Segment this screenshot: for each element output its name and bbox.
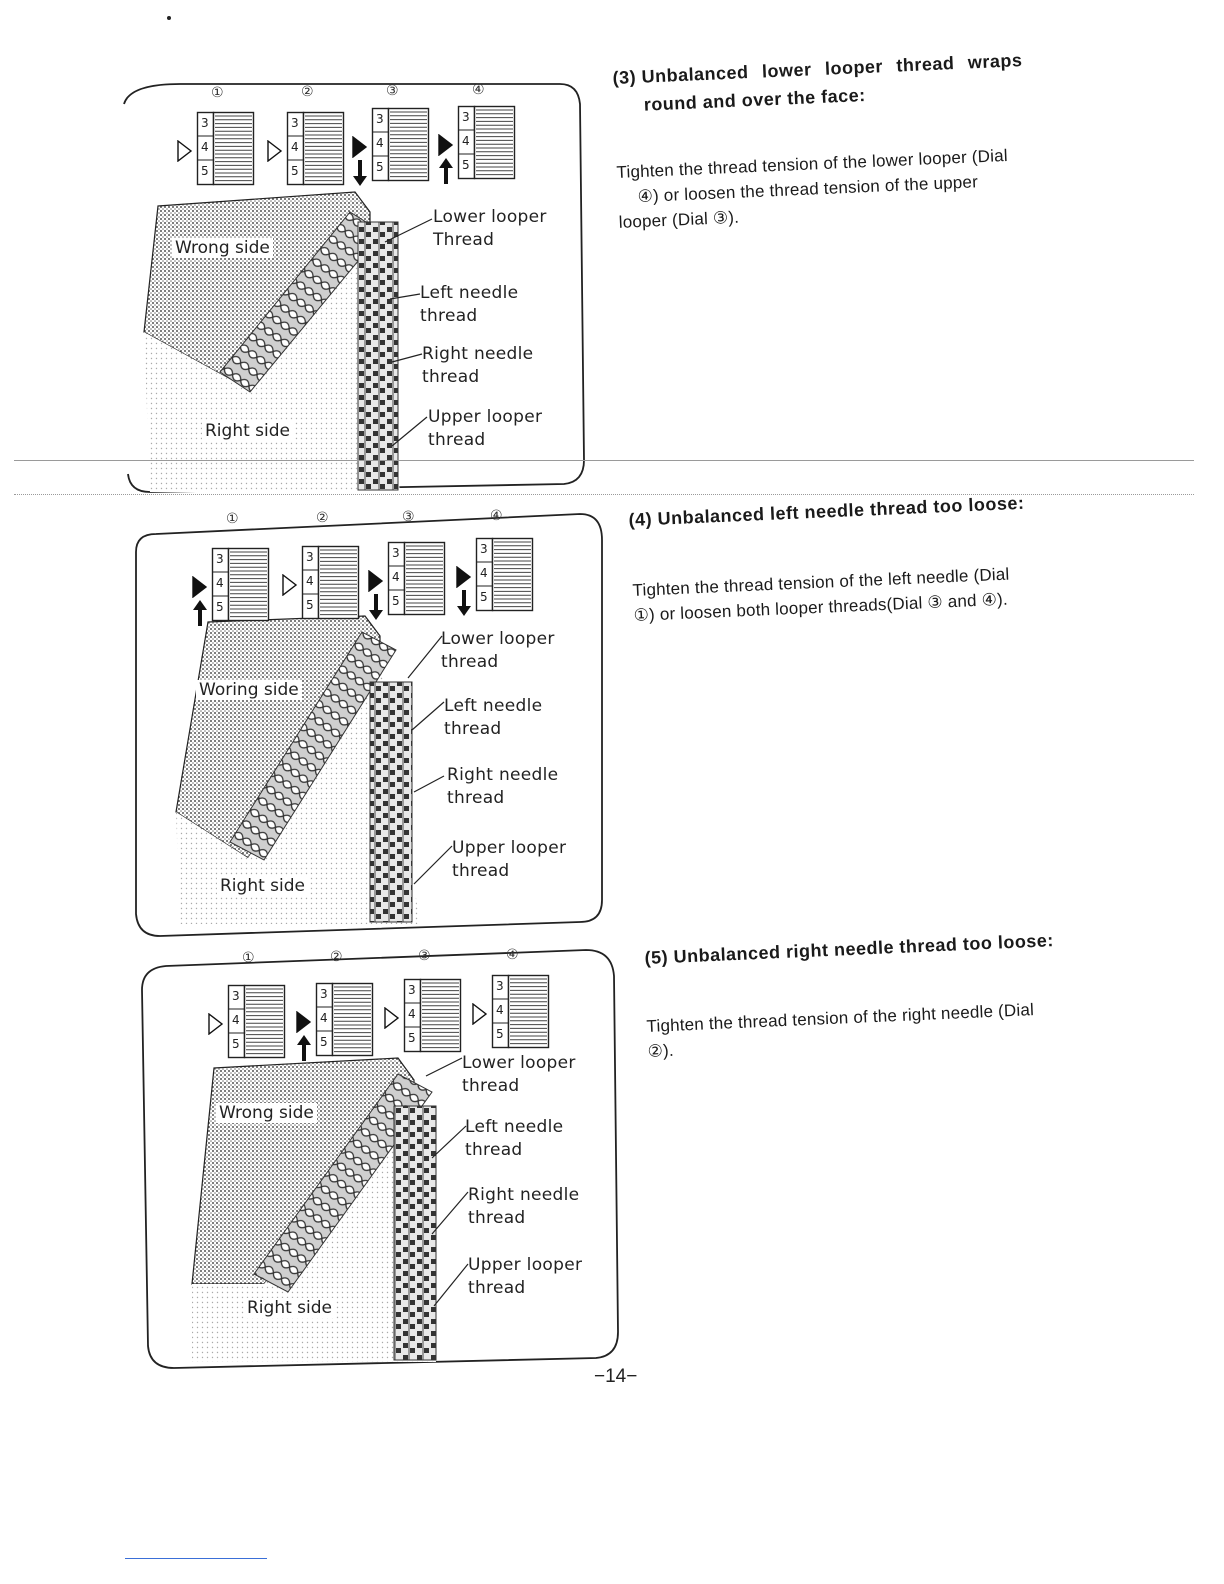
dial-number-4: ④	[506, 947, 519, 963]
upper-looper-label-2: Upper looper thread	[452, 838, 567, 881]
dial-number-2: ②	[301, 84, 314, 100]
lower-looper-label: Lower looper Thread	[433, 207, 547, 250]
wrong-side-label: Wrong side	[172, 238, 273, 258]
dial-tick: 3	[306, 550, 314, 564]
left-needle-label: Left needle thread	[420, 283, 519, 326]
dial-tick: 3	[408, 983, 416, 997]
left-needle-label-2: Left needle thread	[444, 696, 543, 739]
lower-looper-label-3: Lower looper thread	[462, 1053, 576, 1096]
dial-tick: 4	[216, 576, 224, 590]
page-number: −14−	[594, 1366, 638, 1387]
dial-tick: 5	[320, 1035, 328, 1049]
open-marker-icon	[282, 574, 298, 596]
dial-tick: 3	[376, 112, 384, 126]
section-4-body: Tighten the thread tension of the left needle (Dial ①) or loosen both looper threads(Dial ③ and ④).	[632, 564, 1010, 625]
section-5-heading: (5) Unbalanced right needle thread too loose:	[644, 930, 1055, 968]
filled-marker-icon	[296, 1011, 312, 1033]
dial-tick: 5	[216, 600, 224, 614]
dial-number-3: ③	[386, 83, 399, 99]
dial-number-1: ①	[242, 950, 255, 966]
filled-marker-icon	[192, 576, 208, 598]
dial-tick: 3	[232, 989, 240, 1003]
dial-tick: 5	[232, 1037, 240, 1051]
dial-tick: 3	[496, 979, 504, 993]
dial-tick: 4	[408, 1007, 416, 1021]
dial-number-2: ②	[330, 949, 343, 965]
dial-tick: 4	[462, 134, 470, 148]
dial-tick: 4	[480, 566, 488, 580]
arrow-up-icon	[439, 158, 453, 184]
dial-tick: 3	[216, 552, 224, 566]
section-4-heading: (4) Unbalanced left needle thread too loose:	[628, 492, 1025, 530]
wrong-side-label-3: Wrong side	[216, 1103, 317, 1123]
arrow-down-icon	[457, 590, 471, 616]
dial-number-2: ②	[316, 510, 329, 526]
dial-tick: 4	[320, 1011, 328, 1025]
open-marker-icon	[177, 140, 193, 162]
dial-tick: 5	[306, 598, 314, 612]
dial-tick: 4	[232, 1013, 240, 1027]
dial-tick: 5	[376, 160, 384, 174]
arrow-down-icon	[369, 594, 383, 620]
dial-tick: 4	[496, 1003, 504, 1017]
arrow-down-icon	[353, 160, 367, 186]
section-divider	[14, 460, 1194, 461]
upper-looper-label: Upper looper thread	[428, 407, 543, 450]
filled-marker-icon	[352, 136, 368, 158]
right-needle-label-2: Right needle thread	[447, 765, 559, 808]
woring-side-label: Woring side	[196, 680, 302, 700]
arrow-up-icon	[297, 1035, 311, 1061]
left-needle-label-3: Left needle thread	[465, 1117, 564, 1160]
open-marker-icon	[208, 1013, 224, 1035]
right-side-label-2: Right side	[217, 876, 308, 896]
right-needle-label: Right needle thread	[422, 344, 534, 387]
dial-tick: 4	[306, 574, 314, 588]
dial-tick: 5	[408, 1031, 416, 1045]
dial-tick: 5	[496, 1027, 504, 1041]
filled-marker-icon	[438, 134, 454, 156]
dial-number-1: ①	[226, 511, 239, 527]
dial-tick: 5	[462, 158, 470, 172]
open-marker-icon	[384, 1007, 400, 1029]
open-marker-icon	[267, 140, 283, 162]
right-side-label-3: Right side	[244, 1298, 335, 1318]
lower-looper-label-2: Lower looper thread	[441, 629, 555, 672]
footer-line	[125, 1558, 267, 1559]
dial-tick: 4	[392, 570, 400, 584]
dial-tick: 5	[480, 590, 488, 604]
dial-number-1: ①	[211, 85, 224, 101]
section-5-body: Tighten the thread tension of the right needle (Dial ②).	[646, 1000, 1035, 1061]
open-marker-icon	[472, 1003, 488, 1025]
dial-tick: 4	[376, 136, 384, 150]
dial-tick: 5	[392, 594, 400, 608]
dial-tick: 3	[291, 116, 299, 130]
filled-marker-icon	[368, 570, 384, 592]
dial-tick: 3	[201, 116, 209, 130]
section-3-heading: (3) Unbalanced lower looper thread wraps round and over the face:	[612, 50, 1023, 115]
dial-tick: 3	[320, 987, 328, 1001]
upper-looper-label-3: Upper looper thread	[468, 1255, 583, 1298]
dial-tick: 3	[462, 110, 470, 124]
arrow-up-icon	[193, 600, 207, 626]
dial-tick: 3	[480, 542, 488, 556]
dial-number-4: ④	[490, 508, 503, 524]
section-3-body: Tighten the thread tension of the lower looper (Dial ④) or loosen the thread tension of the upper looper (Dial ③).	[616, 145, 1009, 232]
dial-tick: 4	[201, 140, 209, 154]
dial-tick: 4	[291, 140, 299, 154]
stray-mark	[167, 16, 171, 20]
dial-number-3: ③	[402, 509, 415, 525]
right-side-label: Right side	[202, 421, 293, 441]
dial-number-3: ③	[418, 948, 431, 964]
dial-tick: 5	[291, 164, 299, 178]
right-needle-label-3: Right needle thread	[468, 1185, 580, 1228]
dial-tick: 5	[201, 164, 209, 178]
dial-number-4: ④	[472, 82, 485, 98]
dial-tick: 3	[392, 546, 400, 560]
filled-marker-icon	[456, 566, 472, 588]
